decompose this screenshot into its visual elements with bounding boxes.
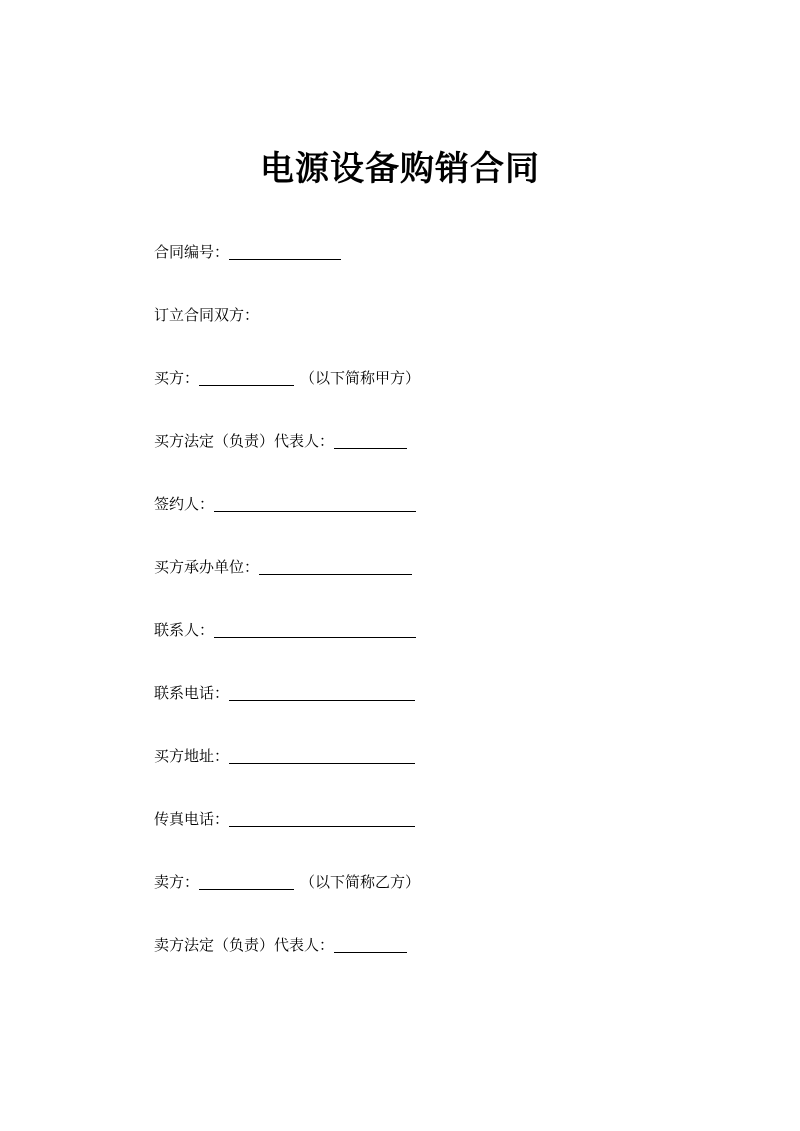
seller-blank[interactable] bbox=[199, 870, 294, 890]
seller-alias-note: （以下简称乙方） bbox=[300, 873, 421, 891]
buyer-address-label: 买方地址： bbox=[154, 747, 230, 765]
buyer-address-field bbox=[154, 744, 415, 768]
contact-person-field bbox=[154, 618, 416, 642]
fax-number-field bbox=[154, 807, 415, 831]
buyer-handling-unit-label: 买方承办单位： bbox=[154, 558, 260, 576]
fax-number-blank[interactable] bbox=[229, 807, 415, 827]
page-title: 电源设备购销合同 bbox=[260, 149, 540, 189]
buyer-blank[interactable] bbox=[199, 366, 294, 386]
contact-phone-blank[interactable] bbox=[229, 681, 415, 701]
seller-label: 卖方： bbox=[154, 873, 200, 891]
contract-number-label: 合同编号： bbox=[154, 243, 230, 261]
signatory-blank[interactable] bbox=[214, 492, 416, 512]
seller-legal-representative-field bbox=[154, 933, 407, 957]
signatory-label: 签约人： bbox=[154, 495, 215, 513]
contracting-parties-label: 订立合同双方： bbox=[154, 306, 260, 324]
contact-person-blank[interactable] bbox=[214, 618, 416, 638]
buyer-legal-representative-field bbox=[154, 429, 407, 453]
contact-person-label: 联系人： bbox=[154, 621, 215, 639]
seller-legal-representative-blank[interactable] bbox=[334, 933, 407, 953]
buyer-legal-representative-label: 买方法定（负责）代表人： bbox=[154, 432, 335, 450]
contract-number-blank[interactable] bbox=[229, 240, 341, 260]
signatory-field bbox=[154, 492, 416, 516]
contracting-parties-field bbox=[154, 303, 259, 327]
seller-legal-representative-label: 卖方法定（负责）代表人： bbox=[154, 936, 335, 954]
buyer-label: 买方： bbox=[154, 369, 200, 387]
buyer-handling-unit-field bbox=[154, 555, 412, 579]
buyer-field bbox=[154, 366, 420, 390]
contact-phone-label: 联系电话： bbox=[154, 684, 230, 702]
buyer-handling-unit-blank[interactable] bbox=[259, 555, 412, 575]
buyer-address-blank[interactable] bbox=[229, 744, 415, 764]
buyer-legal-representative-blank[interactable] bbox=[334, 429, 407, 449]
contact-phone-field bbox=[154, 681, 415, 705]
contract-number-field bbox=[154, 240, 341, 264]
seller-field bbox=[154, 870, 420, 894]
buyer-alias-note: （以下简称甲方） bbox=[300, 369, 421, 387]
fax-number-label: 传真电话： bbox=[154, 810, 230, 828]
